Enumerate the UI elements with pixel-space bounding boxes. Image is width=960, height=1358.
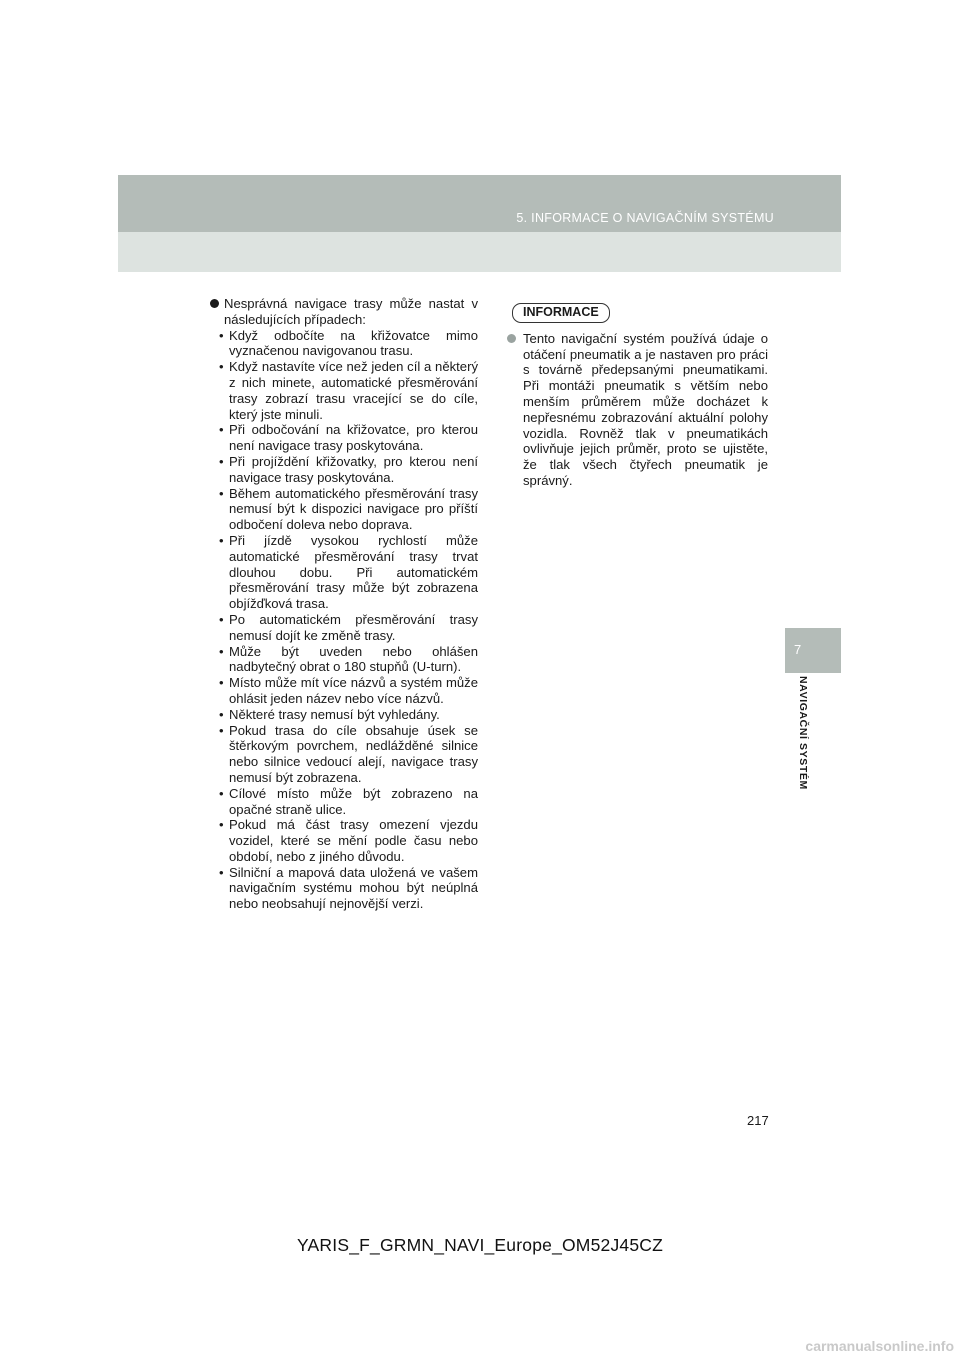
sub-bullet-icon: •	[219, 722, 224, 738]
sub-bullet-icon: •	[219, 817, 224, 833]
info-label: INFORMACE	[512, 303, 610, 323]
sub-bullet-icon: •	[219, 359, 224, 375]
sub-list	[210, 328, 478, 912]
sub-item-text: Když odbočíte na křižovatce mimo vyznačenou navigovanou trasu.	[229, 327, 478, 359]
sub-item-text: Pokud trasa do cíle obsahuje úsek se štěrkovým povrchem, nedlážděné silnice nebo silnice vedoucí alejí, navigace trasy nemusí být zobrazena.	[229, 722, 478, 785]
watermark: carmanualsonline.info	[805, 1338, 954, 1354]
sub-item-text: Při projíždění křižovatky, pro kterou není navigace trasy poskytována.	[229, 453, 478, 485]
sub-list-item	[210, 328, 478, 360]
page-number: 217	[747, 1113, 769, 1128]
sub-bullet-icon: •	[219, 706, 224, 722]
bullet-dot-icon	[210, 299, 219, 308]
sub-list-item	[210, 817, 478, 864]
sub-list-item	[210, 612, 478, 644]
info-text: Tento navigační systém používá údaje o otáčení pneumatik a je nastaven pro práci s továrně předepsanými pneumatikami. Při montáži pneumatik s větším nebo menším průměrem může docházet k nepřesnému zobrazování aktuální polohy vozidla. Rovněž tlak v pneumatikách ovlivňuje jejich průměr, proto se ujistěte, že tlak všech čtyřech pneumatik je správný.	[523, 330, 768, 488]
sub-item-text: Některé trasy nemusí být vyhledány.	[229, 706, 440, 722]
chapter-number: 7	[794, 642, 802, 657]
sub-list-item	[210, 359, 478, 422]
sub-list-item	[210, 454, 478, 486]
sub-bullet-icon: •	[219, 611, 224, 627]
sub-list-item	[210, 644, 478, 676]
sub-list-item	[210, 723, 478, 786]
sub-list-item	[210, 422, 478, 454]
sub-list-item	[210, 675, 478, 707]
sub-bullet-icon: •	[219, 643, 224, 659]
sub-item-text: Při jízdě vysokou rychlostí může automatické přesměrování trasy trvat dlouhou dobu. Při automatickém přesměrování trasy může být zobrazena objížďková trasa.	[229, 532, 478, 612]
sub-item-text: Pokud má část trasy omezení vjezdu vozidel, které se mění podle času nebo období, nebo z jiného důvodu.	[229, 817, 478, 864]
sub-item-text: Místo může mít více názvů a systém může ohlásit jeden název nebo více názvů.	[229, 675, 478, 706]
sub-bullet-icon: •	[219, 785, 224, 801]
sub-bullet-icon: •	[219, 485, 224, 501]
sub-item-text: Během automatického přesměrování trasy nemusí být k dispozici navigace pro příští odbočení doleva nebo doprava.	[229, 485, 478, 533]
info-box	[506, 303, 768, 489]
sub-bullet-icon: •	[219, 327, 224, 343]
left-column	[210, 296, 478, 912]
sub-list-item	[210, 786, 478, 818]
section-title: 5. INFORMACE O NAVIGAČNÍM SYSTÉMU	[516, 211, 774, 225]
sub-list-item	[210, 707, 478, 723]
sub-item-text: Silniční a mapová data uložená ve vašem navigačním systému mohou být neúplná nebo neobsahují nejnovější verzi.	[229, 864, 478, 912]
sub-bullet-icon: •	[219, 864, 224, 880]
sub-item-text: Může být uveden nebo ohlášen nadbytečný obrat o 180 stupňů (U-turn).	[229, 643, 478, 675]
sub-bullet-icon: •	[219, 532, 224, 548]
info-bullet-icon	[507, 334, 516, 343]
sub-list-item	[210, 533, 478, 612]
sub-item-text: Cílové místo může být zobrazeno na opačné straně ulice.	[229, 785, 478, 817]
sub-item-text: Po automatickém přesměrování trasy nemusí dojít ke změně trasy.	[229, 611, 478, 643]
sub-bullet-icon: •	[219, 422, 224, 438]
footer-code: YARIS_F_GRMN_NAVI_Europe_OM52J45CZ	[296, 1235, 663, 1255]
sub-item-text: Když nastavíte více než jeden cíl a některý z nich minete, automatické přesměrování trasy zobrazí trasu vracející se do cíle, který jste minuli.	[229, 359, 478, 422]
main-bullet-text: Nesprávná navigace trasy může nastat v následujících případech:	[224, 296, 478, 327]
sub-list-item	[210, 486, 478, 533]
sub-item-text: Při odbočování na křižovatce, pro kterou není navigace trasy poskytována.	[229, 422, 478, 454]
main-bullet	[210, 296, 478, 328]
sub-bullet-icon: •	[219, 453, 224, 469]
sub-bullet-icon: •	[219, 675, 224, 691]
info-item	[506, 331, 768, 489]
header-sub-band	[118, 232, 841, 272]
chapter-label: NAVIGAČNÍ SYSTÉM	[797, 676, 809, 790]
sub-list-item	[210, 865, 478, 912]
